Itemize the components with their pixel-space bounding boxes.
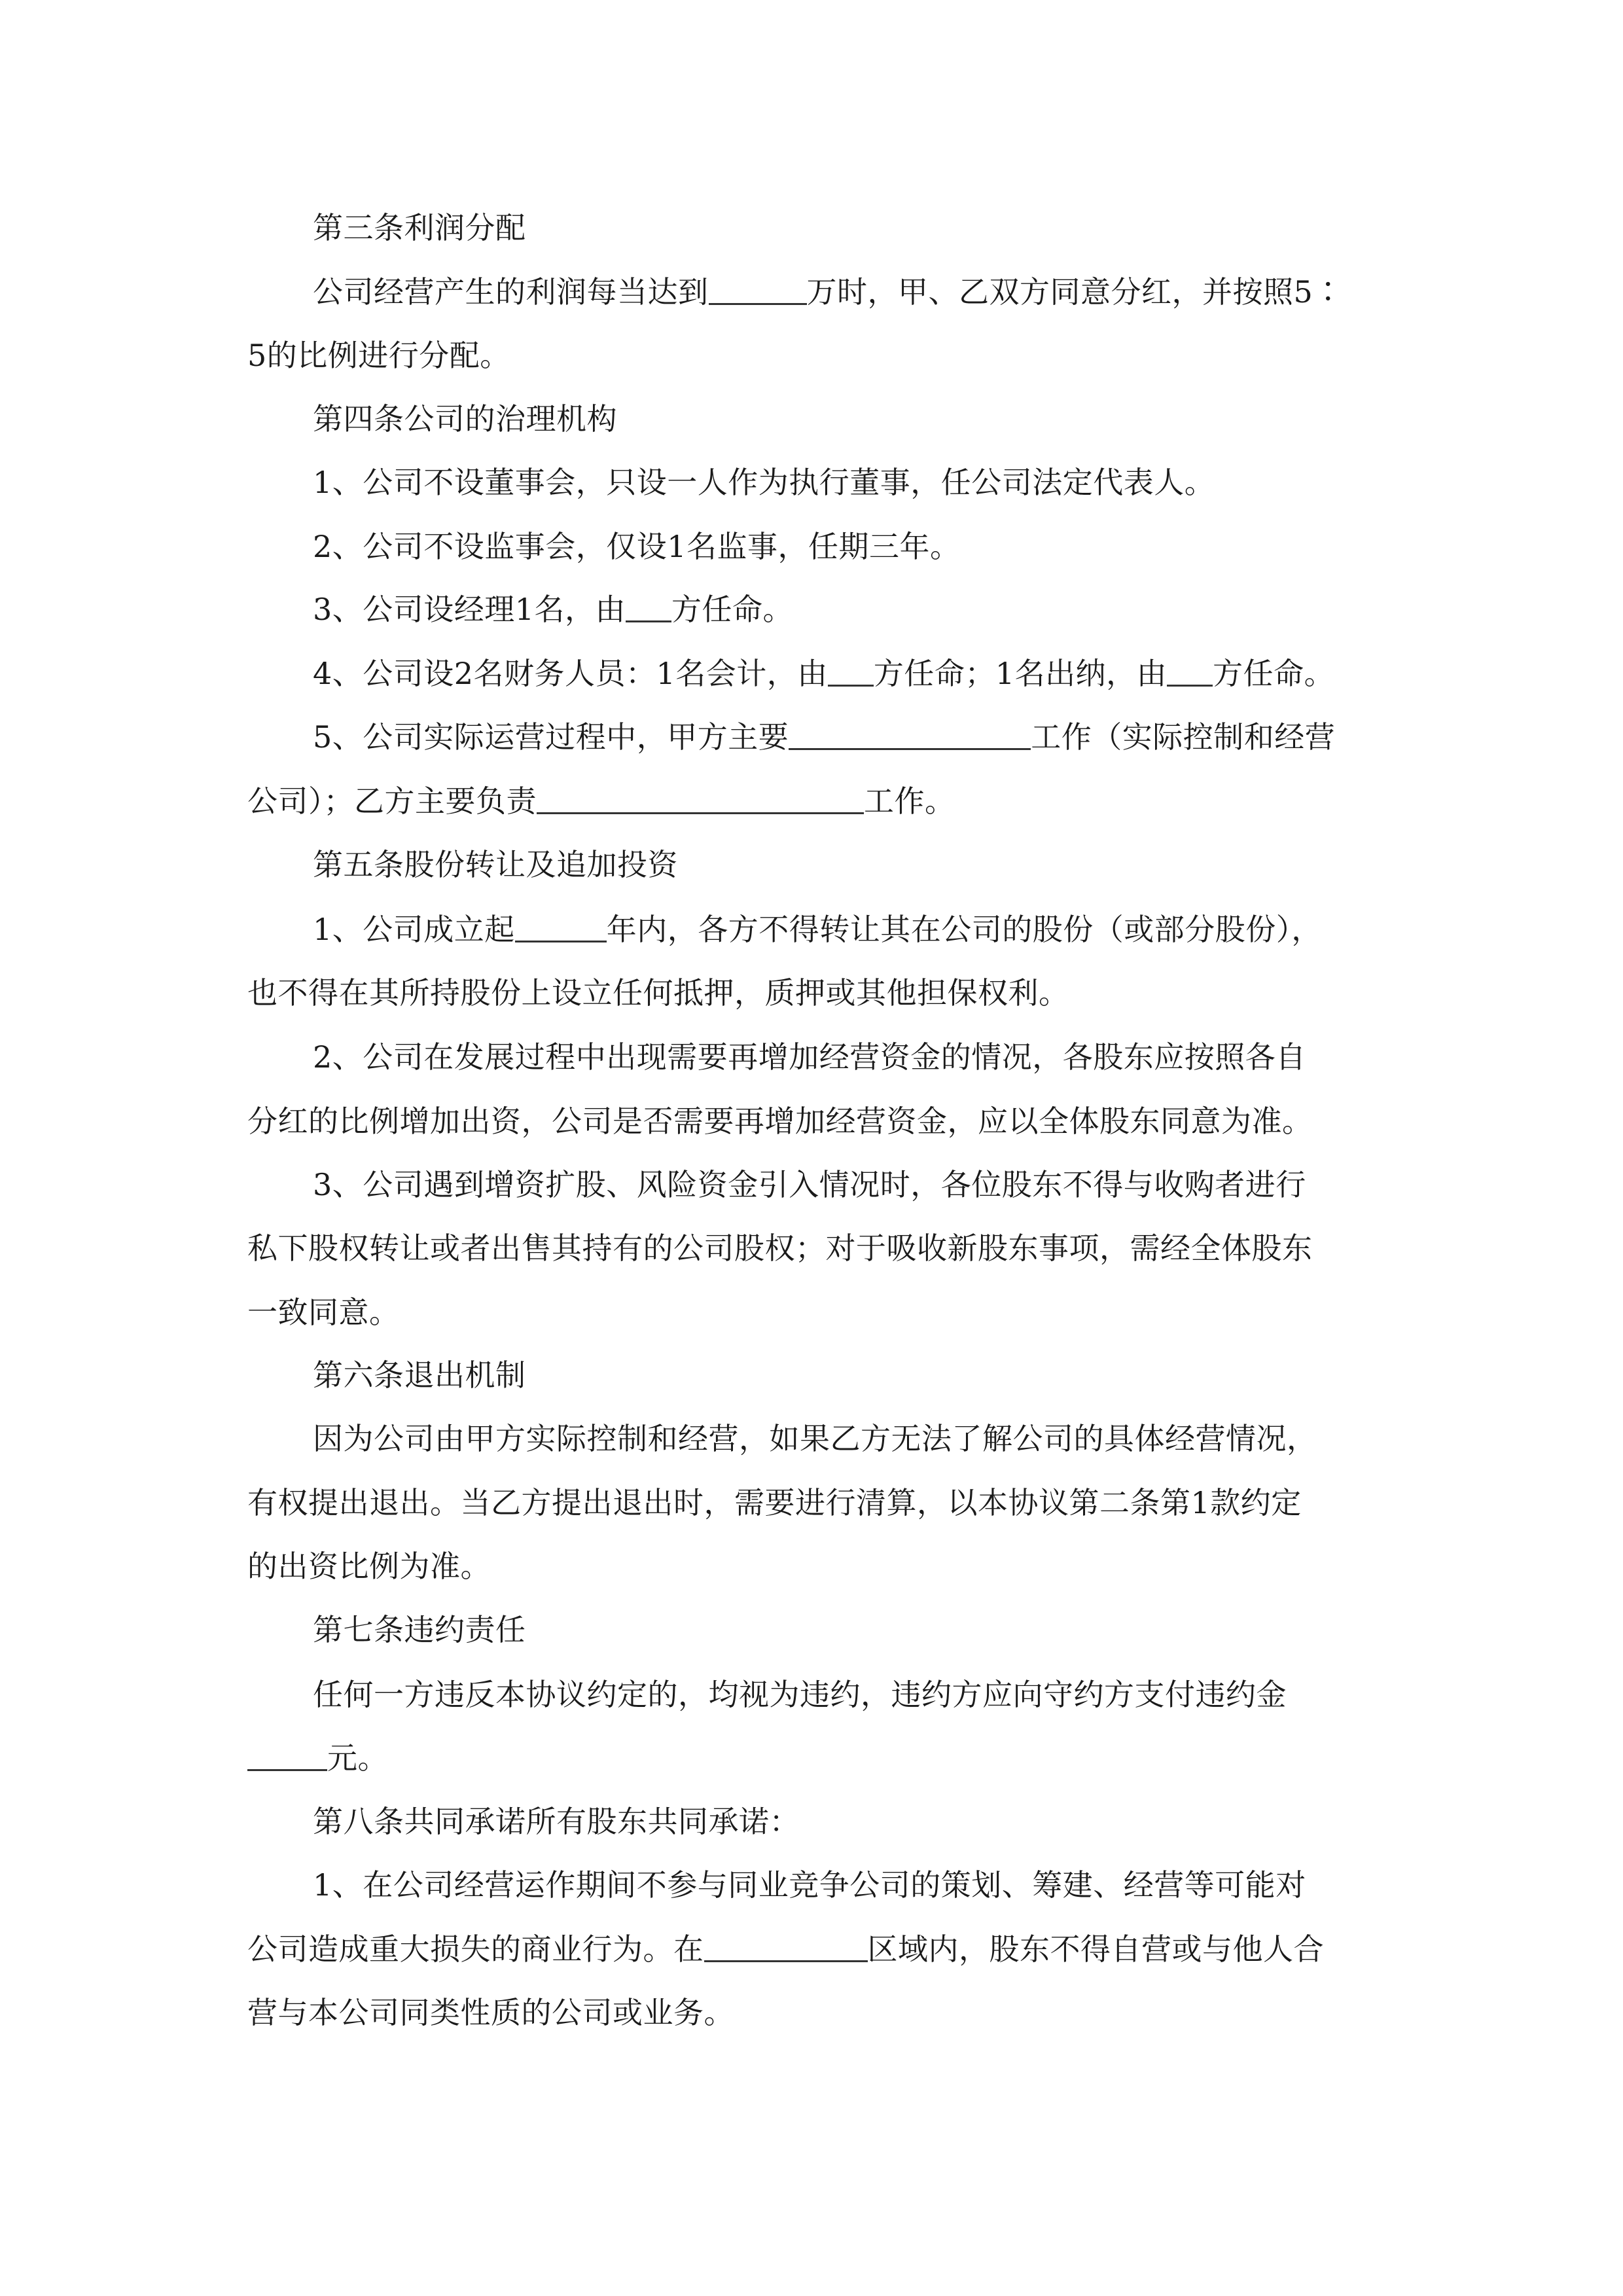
article-8-heading: 第八条共同承诺所有股东共同承诺：: [313, 1804, 800, 1839]
fill-blank: [1167, 658, 1213, 687]
article-7-paragraph-line-2: 元。: [247, 1743, 388, 1773]
article-4-item-4: 4、公司设2名财务人员：1名会计，由 方任命；1名出纳，由 方任命。: [313, 656, 1335, 691]
fill-blank: [537, 786, 864, 814]
fill-blank: [626, 594, 671, 622]
article-4-item-5-line-2: 公司）；乙方主要负责 工作。: [247, 783, 955, 819]
article-8-item-1-line-2: 公司造成重大损失的商业行为。在 区域内，股东不得自营或与他人合: [247, 1931, 1324, 1967]
article-8-item-1-line-1: 1、在公司经营运作期间不参与同业竞争公司的策划、筹建、经营等可能对: [313, 1867, 1306, 1903]
article-5-item-3-line-2: 私下股权转让或者出售其持有的公司股权；对于吸收新股东事项，需经全体股东: [247, 1230, 1313, 1266]
fill-blank: [709, 277, 807, 305]
article-4-item-5-line-1: 5、公司实际运营过程中，甲方主要 工作（实际控制和经营: [313, 719, 1336, 755]
article-4-item-1: 1、公司不设董事会，只设一人作为执行董事，任公司法定代表人。: [313, 465, 1215, 500]
fill-blank: [789, 722, 1031, 750]
article-6-paragraph-line-3: 的出资比例为准。: [247, 1549, 491, 1584]
article-7-paragraph-line-1: 任何一方违反本协议约定的，均视为违约，违约方应向守约方支付违约金: [313, 1677, 1287, 1712]
article-4-item-2: 2、公司不设监事会，仅设1名监事，任期三年。: [313, 529, 961, 564]
fill-blank: [828, 658, 874, 687]
article-5-item-3-line-1: 3、公司遇到增资扩股、风险资金引入情况时，各位股东不得与收购者进行: [313, 1167, 1306, 1202]
article-3-heading: 第三条利润分配: [313, 210, 526, 245]
fill-blank: [247, 1743, 327, 1771]
article-7-heading: 第七条违约责任: [313, 1612, 526, 1647]
article-8-item-1-line-3: 营与本公司同类性质的公司或业务。: [247, 1995, 734, 2030]
article-6-paragraph-line-1: 因为公司由甲方实际控制和经营，如果乙方无法了解公司的具体经营情况，: [313, 1421, 1317, 1456]
article-5-item-2-line-2: 分红的比例增加出资，公司是否需要再增加经营资金，应以全体股东同意为准。: [247, 1103, 1313, 1139]
fill-blank: [515, 914, 607, 942]
fill-blank: [704, 1934, 868, 1962]
article-5-item-1-line-2: 也不得在其所持股份上设立任何抵押，质押或其他担保权利。: [247, 975, 1069, 1011]
article-5-heading: 第五条股份转让及追加投资: [313, 847, 678, 882]
article-5-item-3-line-3: 一致同意。: [247, 1295, 400, 1330]
article-3-paragraph-line-1: 公司经营产生的利润每当达到 万时，甲、乙双方同意分红，并按照5∶: [313, 274, 1344, 310]
article-3-paragraph-line-2: 5的比例进行分配。: [247, 338, 510, 373]
article-4-heading: 第四条公司的治理机构: [313, 401, 617, 437]
article-5-item-1-line-1: 1、公司成立起 年内，各方不得转让其在公司的股份（或部分股份），: [313, 912, 1322, 947]
article-6-heading: 第六条退出机制: [313, 1357, 526, 1393]
article-4-item-3: 3、公司设经理1名，由 方任命。: [313, 592, 794, 627]
article-5-item-2-line-1: 2、公司在发展过程中出现需要再增加经营资金的情况，各股东应按照各自: [313, 1039, 1306, 1075]
article-6-paragraph-line-2: 有权提出退出。当乙方提出退出时，需要进行清算，以本协议第二条第1款约定: [247, 1485, 1302, 1520]
